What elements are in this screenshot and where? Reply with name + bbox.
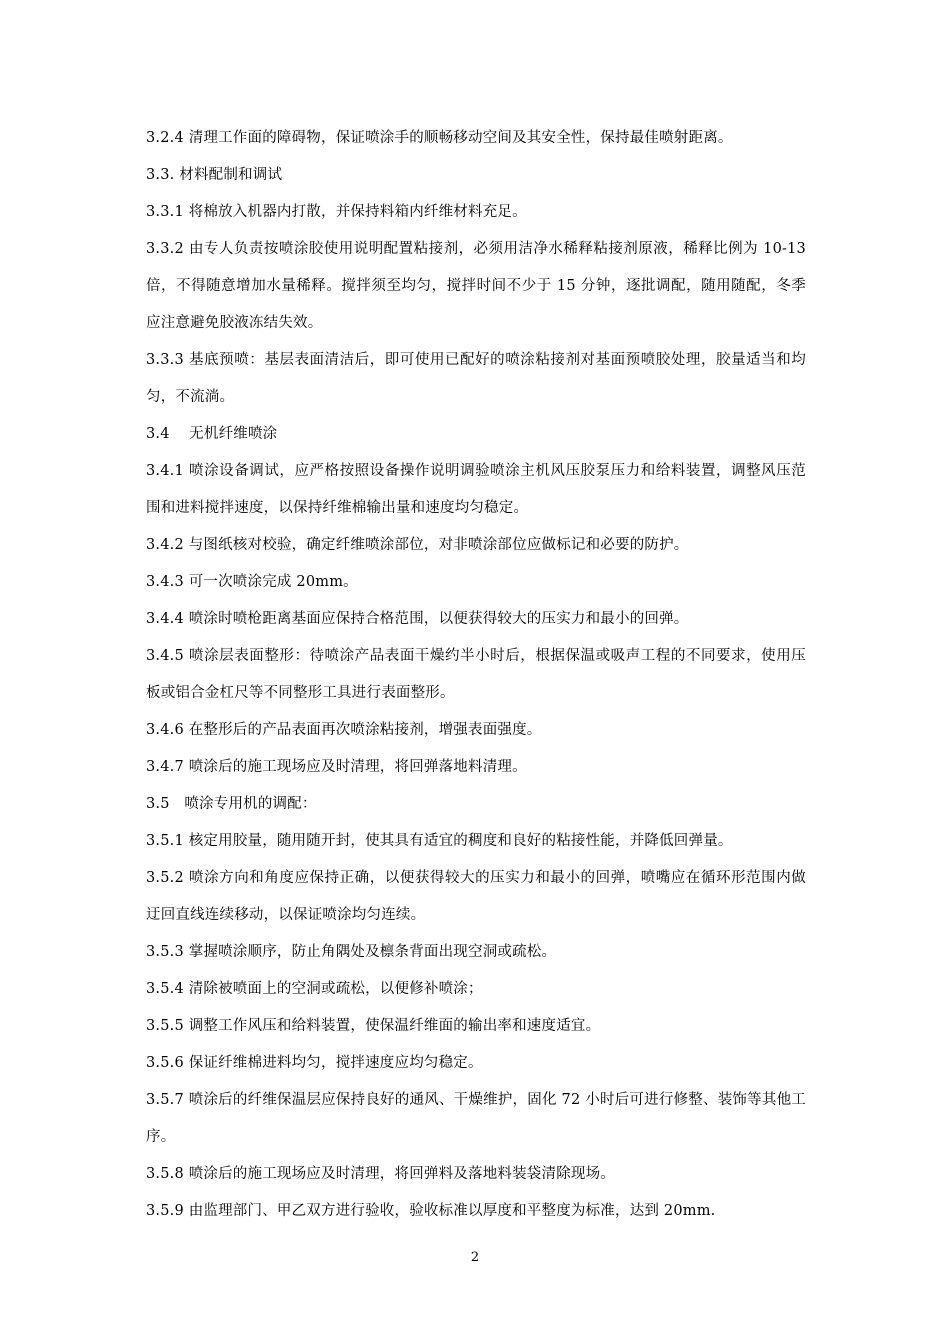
paragraph-3-4-4: 3.4.4 喷涂时喷枪距离基面应保持合格范围，以便获得较大的压实力和最小的回弹。	[146, 611, 689, 627]
heading-3-5: 3.5 喷涂专用机的调配：	[146, 796, 317, 812]
paragraph-3-4-7: 3.4.7 喷涂后的施工现场应及时清理，将回弹落地料清理。	[146, 759, 527, 775]
paragraph-3-4-2: 3.4.2 与图纸核对校验，确定纤维喷涂部位，对非喷涂部位应做标记和必要的防护。	[146, 537, 689, 553]
paragraph-3-5-2: 3.5.2 喷涂方向和角度应保持正确，以便获得较大的压实力和最小的回弹，喷嘴应在循环形范围内做迂回直线连续移动，以保证喷涂均匀连续。	[146, 870, 806, 923]
paragraph-3-5-8: 3.5.8 喷涂后的施工现场应及时清理，将回弹料及落地料装袋清除现场。	[146, 1166, 616, 1182]
paragraph-3-5-7: 3.5.7 喷涂后的纤维保温层应保持良好的通风、干燥维护，固化 72 小时后可进行修整、装饰等其他工序。	[146, 1092, 806, 1145]
paragraph-3-5-1: 3.5.1 核定用胶量，随用随开封，使其具有适宜的稠度和良好的粘接性能，并降低回弹量。	[146, 833, 733, 849]
page-number: 2	[470, 1250, 480, 1265]
paragraph-3-5-4: 3.5.4 清除被喷面上的空洞或疏松，以便修补喷涂；	[146, 981, 483, 997]
paragraph-3-3-1: 3.3.1 将棉放入机器内打散，并保持料箱内纤维材料充足。	[146, 204, 527, 220]
paragraph-3-4-6: 3.4.6 在整形后的产品表面再次喷涂粘接剂，增强表面强度。	[146, 722, 542, 738]
paragraph-3-3-3: 3.3.3 基底预喷：基层表面清洁后，即可使用已配好的喷涂粘接剂对基面预喷胶处理，胶量适当和均匀，不流淌。	[146, 352, 806, 405]
heading-3-4: 3.4 无机纤维喷涂	[146, 426, 278, 442]
paragraph-3-4-1: 3.4.1 喷涂设备调试，应严格按照设备操作说明调验喷涂主机风压胶泵压力和给料装置，调整风压范围和进料搅拌速度，以保持纤维棉输出量和速度均匀稳定。	[146, 463, 806, 516]
paragraph-3-5-6: 3.5.6 保证纤维棉进料均匀，搅拌速度应均匀稳定。	[146, 1055, 483, 1071]
paragraph-3-5-5: 3.5.5 调整工作风压和给料装置，使保温纤维面的输出率和速度适宜。	[146, 1018, 601, 1034]
heading-3-3: 3.3. 材料配制和调试	[146, 167, 283, 183]
paragraph-3-3-2: 3.3.2 由专人负责按喷涂胶使用说明配置粘接剂，必须用洁净水稀释粘接剂原液，稀释比例为 10-13 倍，不得随意增加水量稀释。搅拌须至均匀，搅拌时间不少于 15 分钟，逐批调配，随用随配，冬季应注意避免胶液冻结失效。	[146, 241, 806, 331]
paragraph-3-5-3: 3.5.3 掌握喷涂顺序，防止角隅处及檩条背面出现空洞或疏松。	[146, 944, 557, 960]
paragraph-3-4-5: 3.4.5 喷涂层表面整形：待喷涂产品表面干燥约半小时后，根据保温或吸声工程的不同要求，使用压板或铝合金杠尺等不同整形工具进行表面整形。	[146, 648, 806, 701]
paragraph-3-5-9: 3.5.9 由监理部门、甲乙双方进行验收，验收标准以厚度和平整度为标准，达到 20mm.	[146, 1203, 716, 1219]
paragraph-3-2-4: 3.2.4 清理工作面的障碍物，保证喷涂手的顺畅移动空间及其安全性，保持最佳喷射距离。	[146, 130, 733, 146]
document-body	[146, 120, 806, 1230]
paragraph-3-4-3: 3.4.3 可一次喷涂完成 20mm。	[146, 574, 358, 590]
